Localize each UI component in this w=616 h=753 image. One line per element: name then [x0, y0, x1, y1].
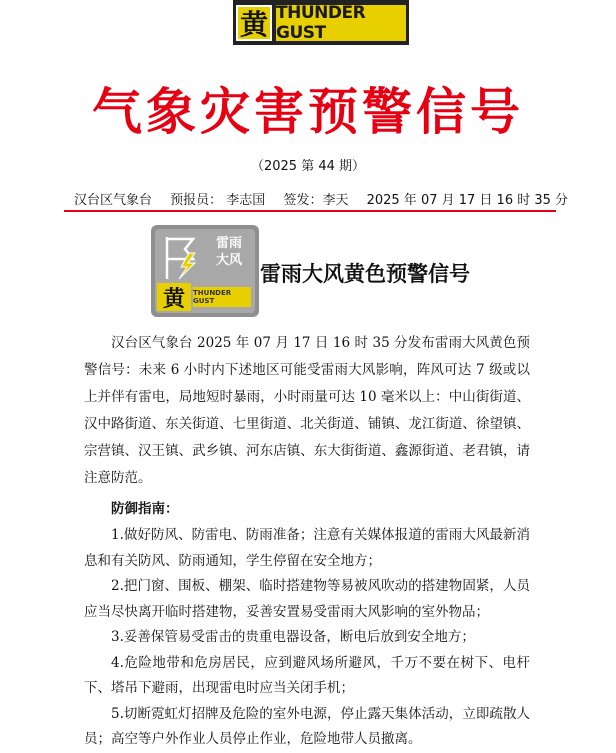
warning-paragraph: 汉台区气象台 2025 年 07 月 17 日 16 时 35 分发布雷雨大风黄色预警信号：未来 6 小时内下述地区可能受雷雨大风影响，阵风可达 7 级或以上并伴有雷电，局地短时暴雨，小时雨量可达 10 毫米以上：中山街街道、汉中路街道、东关街道、七里街道、北关街道、铺镇、龙江街道、徐望镇、宗营镇、汉王镇、武乡镇、河东店镇、东大街街道、鑫源街道、老君镇，请注意防范。 [84, 335, 530, 486]
badge-thunder-gust-text: THUNDER GUST [276, 5, 406, 41]
thunder-gust-signal-icon [151, 225, 259, 317]
meta-time: 2025 年 07 月 17 日 16 时 35 分 [366, 193, 569, 208]
document-title: 气象灾害预警信号 [92, 82, 524, 141]
meta-issuer: 签发：李天 [283, 193, 349, 208]
signal-title: 雷雨大风黄色预警信号 [260, 262, 470, 286]
icon-yellow-char: 黄 [157, 283, 191, 311]
icon-label-thunder: 雷雨 [215, 236, 242, 251]
document-body [84, 330, 530, 753]
guide-item-4: 4.危险地带和危房居民，应到避风场所避风，千万不要在树下、电杆下、塔吊下避雨，出现雷电时应当关闭手机； [84, 654, 530, 696]
guide-item-1: 1.做好防风、防雷电、防雨准备；注意有关媒体报道的雷雨大风最新消息和有关防风、防雨通知，学生停留在安全地方； [84, 527, 530, 569]
icon-thunder-gust-text: THUNDER GUST [193, 287, 251, 307]
guide-item-5: 5.切断霓虹灯招牌及危险的室外电源，停止露天集体活动，立即疏散人员；高空等户外作业人员停止作业，危险地带人员撤离。 [84, 705, 530, 747]
lightning-flag-icon [163, 235, 205, 281]
meta-station: 汉台区气象台 [74, 193, 153, 208]
issue-number: （2025 第 44 期） [250, 159, 366, 174]
badge-yellow-char: 黄 [236, 5, 272, 41]
meta-line [74, 189, 568, 208]
guide-item-2: 2.把门窗、围板、棚架、临时搭建物等易被风吹动的搭建物固紧，人员应当尽快离开临时搭建物，妥善安置易受雷雨大风影响的室外物品； [84, 578, 530, 620]
red-divider [64, 210, 556, 212]
guide-item-3: 3.妥善保管易受雷击的贵重电器设备，断电后放到安全地方； [111, 629, 475, 645]
top-signal-badge [233, 0, 409, 45]
icon-label-gust: 大风 [215, 253, 242, 268]
meta-forecaster: 预报员： 李志国 [170, 193, 266, 208]
defense-guide-title: 防御指南： [111, 501, 179, 517]
